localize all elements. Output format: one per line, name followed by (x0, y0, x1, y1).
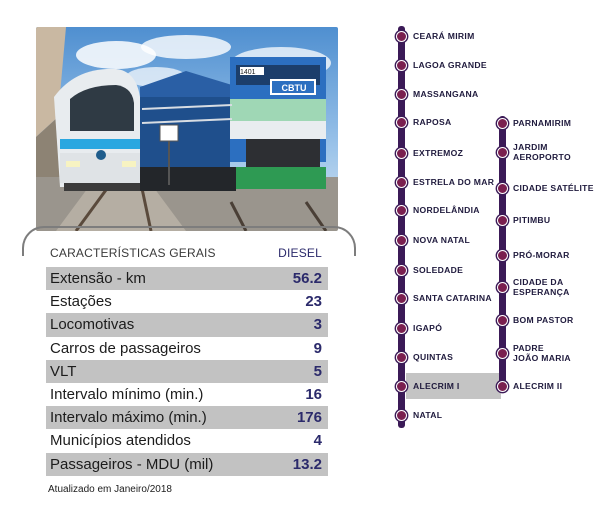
row-label: Estações (50, 293, 112, 311)
station-marker-icon (396, 410, 407, 421)
station-marker-icon (497, 250, 508, 261)
table-row (46, 453, 328, 476)
station-name: NORDELÂNDIA (413, 205, 480, 215)
station-marker-icon (497, 215, 508, 226)
row-label: Municípios atendidos (50, 432, 191, 450)
station-marker-icon (497, 183, 508, 194)
station-name: EXTREMOZ (413, 148, 464, 158)
table-row (46, 429, 328, 452)
rail-line-map (380, 22, 610, 432)
row-label: Intervalo mínimo (min.) (50, 385, 204, 403)
row-label: Locomotivas (50, 316, 135, 334)
station-name: IGAPÓ (413, 323, 443, 333)
header-diesel: DIESEL (278, 246, 322, 260)
station-marker-icon (396, 177, 407, 188)
update-footnote: Atualizado em Janeiro/2018 (48, 484, 172, 495)
locomotive-badge: CBTU (281, 83, 307, 93)
row-label: Extensão - km (50, 270, 146, 287)
row-value: 176 (296, 409, 322, 427)
station-marker-icon (396, 293, 407, 304)
station-name: SANTA CATARINA (413, 293, 492, 303)
row-value: 56.2 (292, 270, 322, 287)
station-name: BOM PASTOR (513, 315, 574, 325)
station-name: PARNAMIRIM (513, 118, 572, 128)
station-marker-icon (396, 323, 407, 334)
station-marker-icon (396, 265, 407, 276)
station-name: ESTRELA DO MAR (413, 177, 495, 187)
station-marker-icon (396, 205, 407, 216)
station-name: ALECRIM I (413, 381, 460, 391)
characteristics-table (46, 267, 328, 476)
station-marker-icon (396, 117, 407, 128)
station-marker-icon (396, 381, 407, 392)
station-name: LAGOA GRANDE (413, 60, 487, 70)
table-row (46, 360, 328, 383)
station-marker-icon (497, 348, 508, 359)
station-marker-icon (396, 352, 407, 363)
station-name: PITIMBU (513, 215, 551, 225)
header-characteristics: CARACTERÍSTICAS GERAIS (50, 246, 216, 260)
row-value: 23 (305, 293, 322, 311)
station-marker-icon (396, 235, 407, 246)
station-name: CIDADE DA ESPERANÇA (513, 277, 570, 297)
row-value: 4 (313, 432, 322, 450)
station-marker-icon (396, 60, 407, 71)
station-marker-icon (396, 148, 407, 159)
row-label: Intervalo máximo (min.) (50, 409, 207, 427)
station-marker-icon (396, 89, 407, 100)
row-value: 5 (313, 362, 322, 380)
row-value: 9 (313, 339, 322, 357)
row-value: 13.2 (292, 455, 322, 473)
station-name: NOVA NATAL (413, 235, 471, 245)
station-name: NATAL (413, 410, 443, 420)
row-label: Passageiros - MDU (mil) (50, 455, 214, 473)
station-marker-icon (497, 315, 508, 326)
station-marker-icon (497, 282, 508, 293)
station-name: RAPOSA (413, 117, 452, 127)
station-name: SOLEDADE (413, 265, 464, 275)
row-value: 16 (305, 385, 322, 403)
table-row (46, 406, 328, 429)
station-name: MASSANGANA (413, 89, 479, 99)
table-row (46, 290, 328, 313)
table-row (46, 313, 328, 336)
station-marker-icon (497, 118, 508, 129)
station-name: PRÓ-MORAR (513, 250, 570, 260)
station-name: JARDIM AEROPORTO (513, 142, 571, 162)
table-row (46, 337, 328, 360)
table-header (48, 246, 328, 262)
main-line (398, 26, 405, 428)
row-label: VLT (50, 362, 77, 380)
station-name: QUINTAS (413, 352, 454, 362)
station-name: PADRE JOÃO MARIA (513, 343, 571, 363)
station-marker-icon (396, 31, 407, 42)
row-value: 3 (313, 316, 322, 334)
row-label: Carros de passageiros (50, 339, 201, 357)
train-photo (36, 27, 338, 231)
station-marker-icon (497, 381, 508, 392)
table-row (46, 267, 328, 290)
station-name: CIDADE SATÉLITE (513, 183, 594, 193)
table-row (46, 383, 328, 406)
locomotive-number: 1401 (240, 69, 256, 76)
station-marker-icon (497, 147, 508, 158)
station-name: ALECRIM II (513, 381, 563, 391)
station-name: CEARÁ MIRIM (413, 31, 475, 41)
